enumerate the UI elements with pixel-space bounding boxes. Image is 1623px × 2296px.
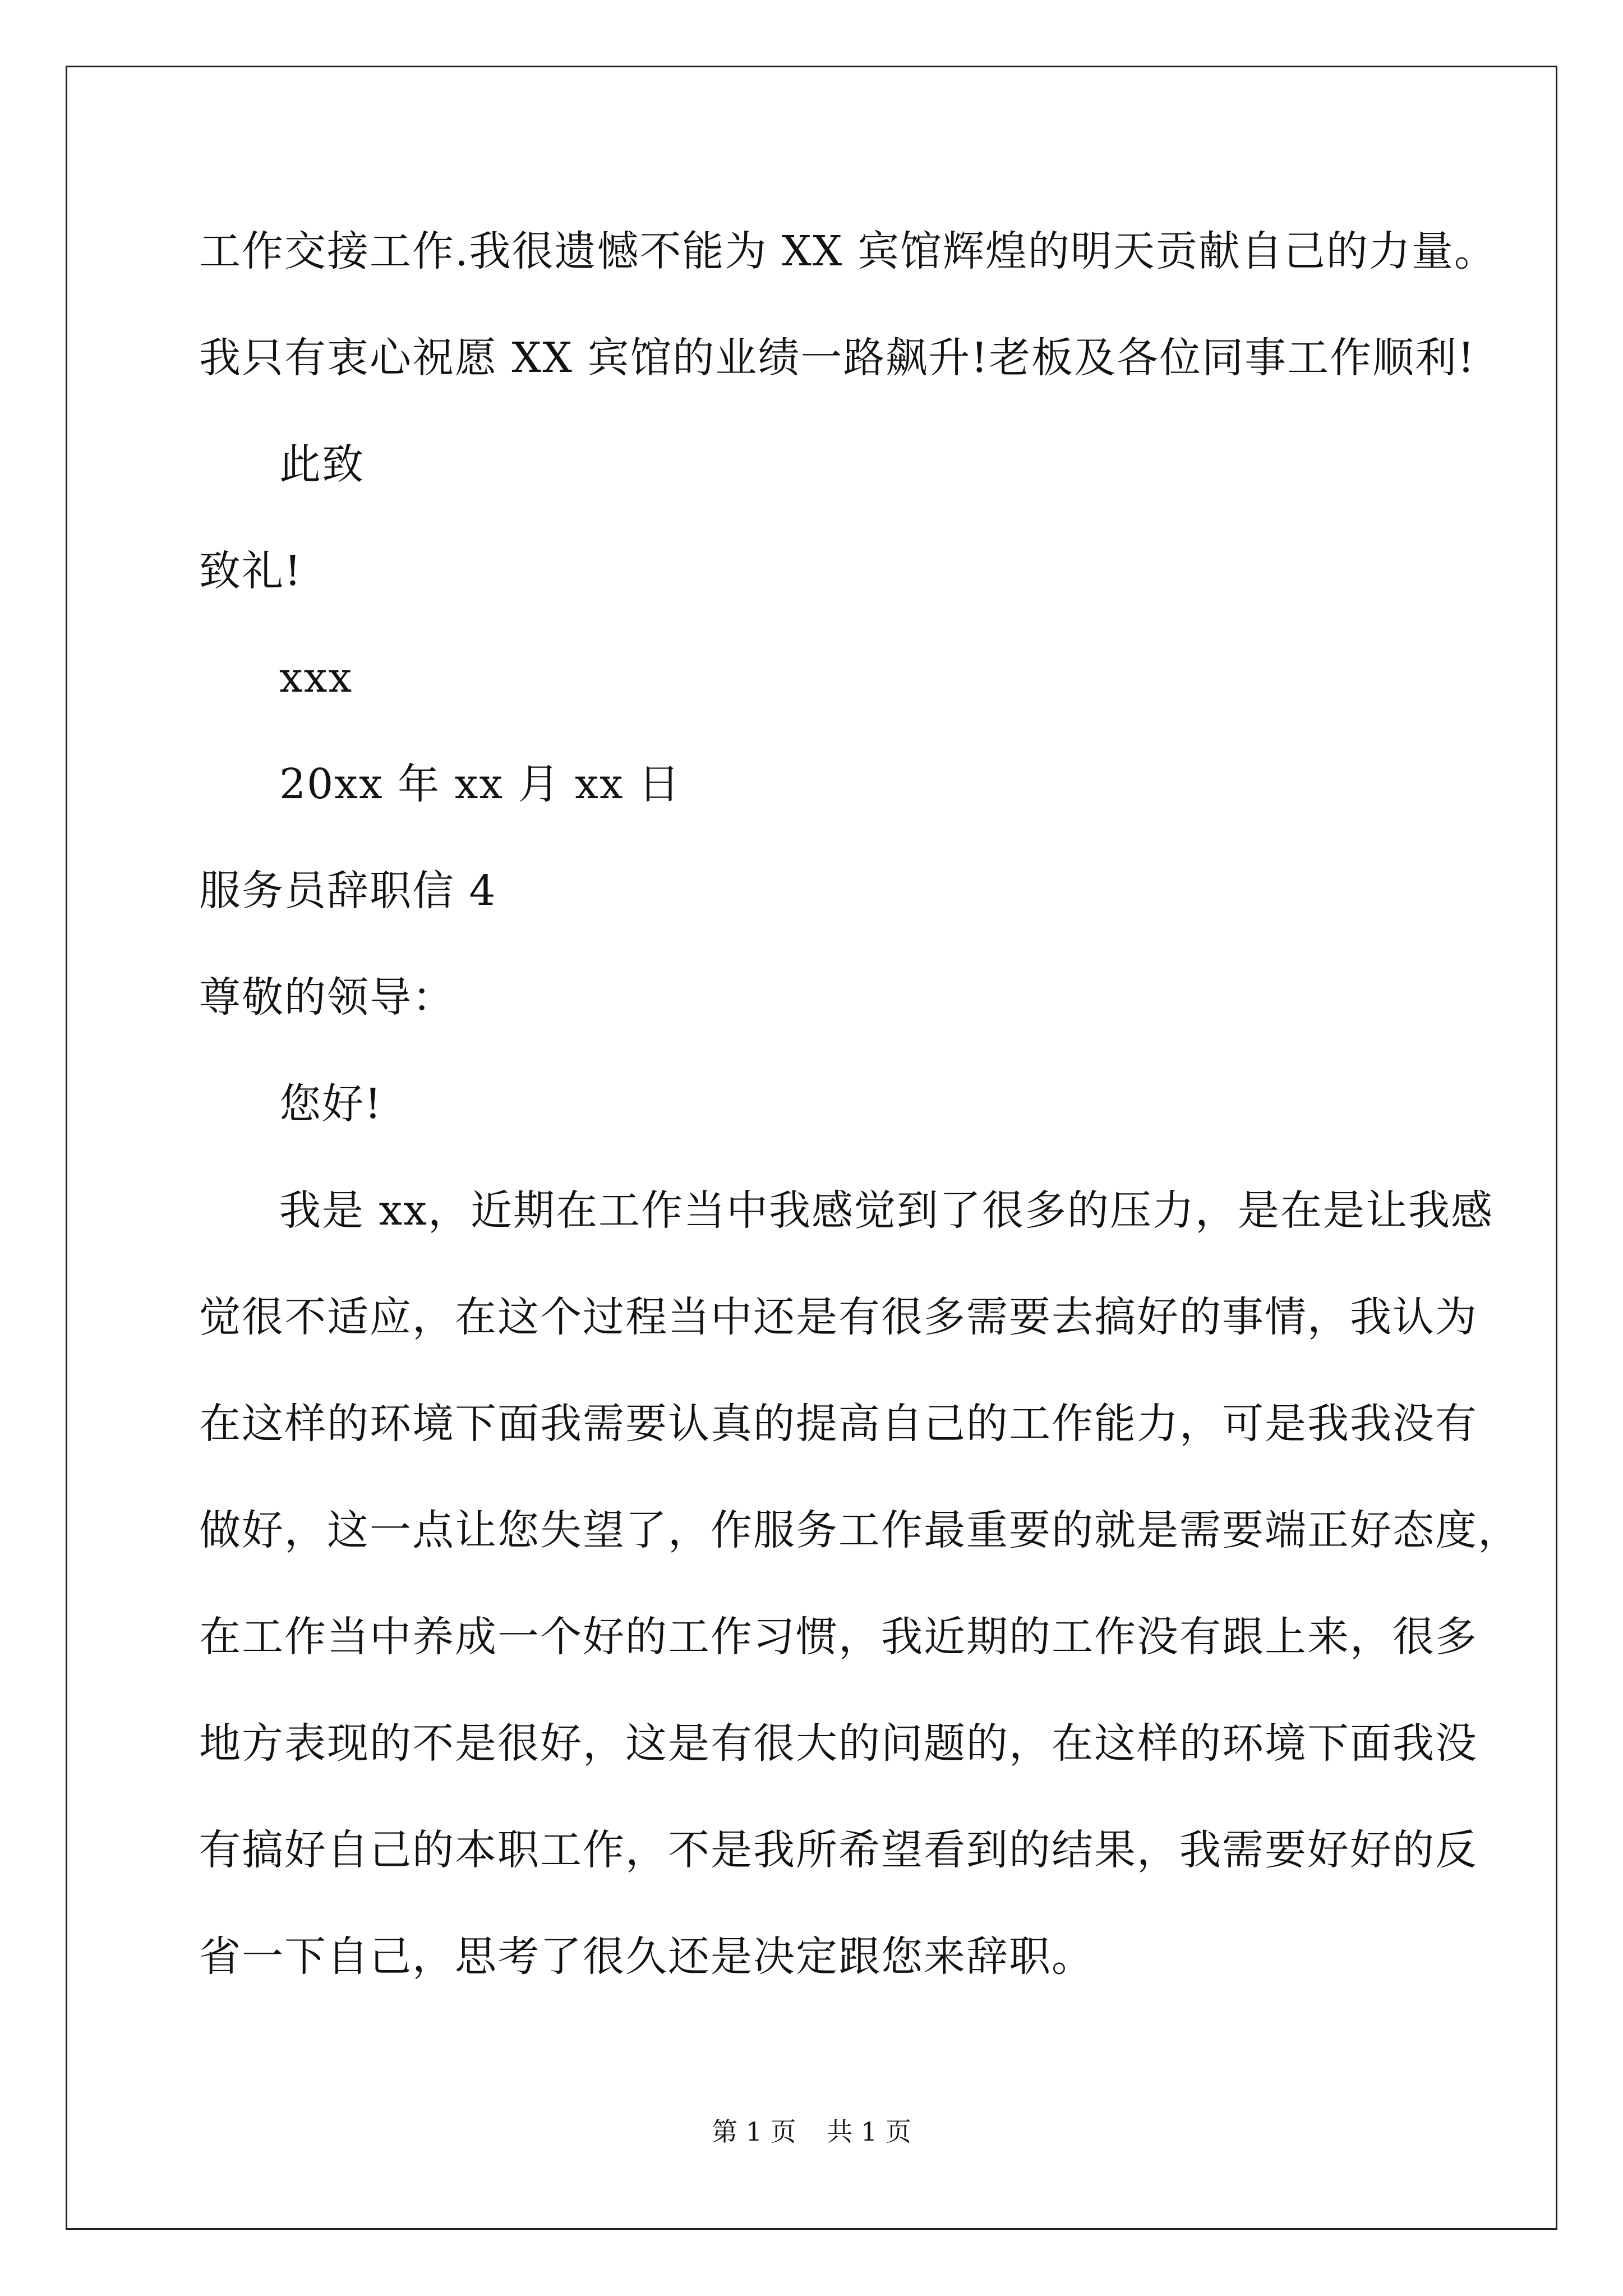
page-number-total: 共 1 页 bbox=[827, 2116, 911, 2147]
body-line-6: 地方表现的不是很好，这是有很大的问题的，在这样的环境下面我没 bbox=[199, 1719, 1478, 1768]
page-footer bbox=[0, 2115, 1623, 2148]
page-number-current: 第 1 页 bbox=[712, 2116, 796, 2147]
text-line-2: 我只有衷心祝愿 XX 宾馆的业绩一路飙升!老板及各位同事工作顺利! bbox=[199, 334, 1476, 382]
date-line: 20xx 年 xx 月 xx 日 bbox=[279, 760, 681, 808]
body-line-1: 我是 xx，近期在工作当中我感觉到了很多的压力，是在是让我感 bbox=[279, 1186, 1493, 1235]
body-line-3: 在这样的环境下面我需要认真的提高自己的工作能力，可是我我没有 bbox=[199, 1400, 1478, 1448]
greeting: 您好! bbox=[279, 1080, 382, 1128]
body-line-8: 省一下自己，思考了很久还是决定跟您来辞职。 bbox=[199, 1932, 1094, 1981]
body-line-4: 做好，这一点让您失望了，作服务工作最重要的就是需要端正好态度， bbox=[199, 1506, 1520, 1554]
section-title: 服务员辞职信 4 bbox=[199, 867, 497, 915]
page-border bbox=[66, 66, 1557, 2230]
body-line-5: 在工作当中养成一个好的工作习惯，我近期的工作没有跟上来，很多 bbox=[199, 1613, 1478, 1661]
closing-ci-zhi: 此致 bbox=[279, 440, 365, 489]
signature: xxx bbox=[279, 654, 353, 702]
body-line-2: 觉很不适应，在这个过程当中还是有很多需要去搞好的事情，我认为 bbox=[199, 1293, 1478, 1341]
closing-salutation: 致礼! bbox=[199, 547, 302, 595]
greeting-addressee: 尊敬的领导： bbox=[199, 973, 455, 1022]
body-line-7: 有搞好自己的本职工作，不是我所希望看到的结果，我需要好好的反 bbox=[199, 1826, 1478, 1874]
text-line-1: 工作交接工作.我很遗憾不能为 XX 宾馆辉煌的明天贡献自己的力量。 bbox=[199, 227, 1497, 275]
